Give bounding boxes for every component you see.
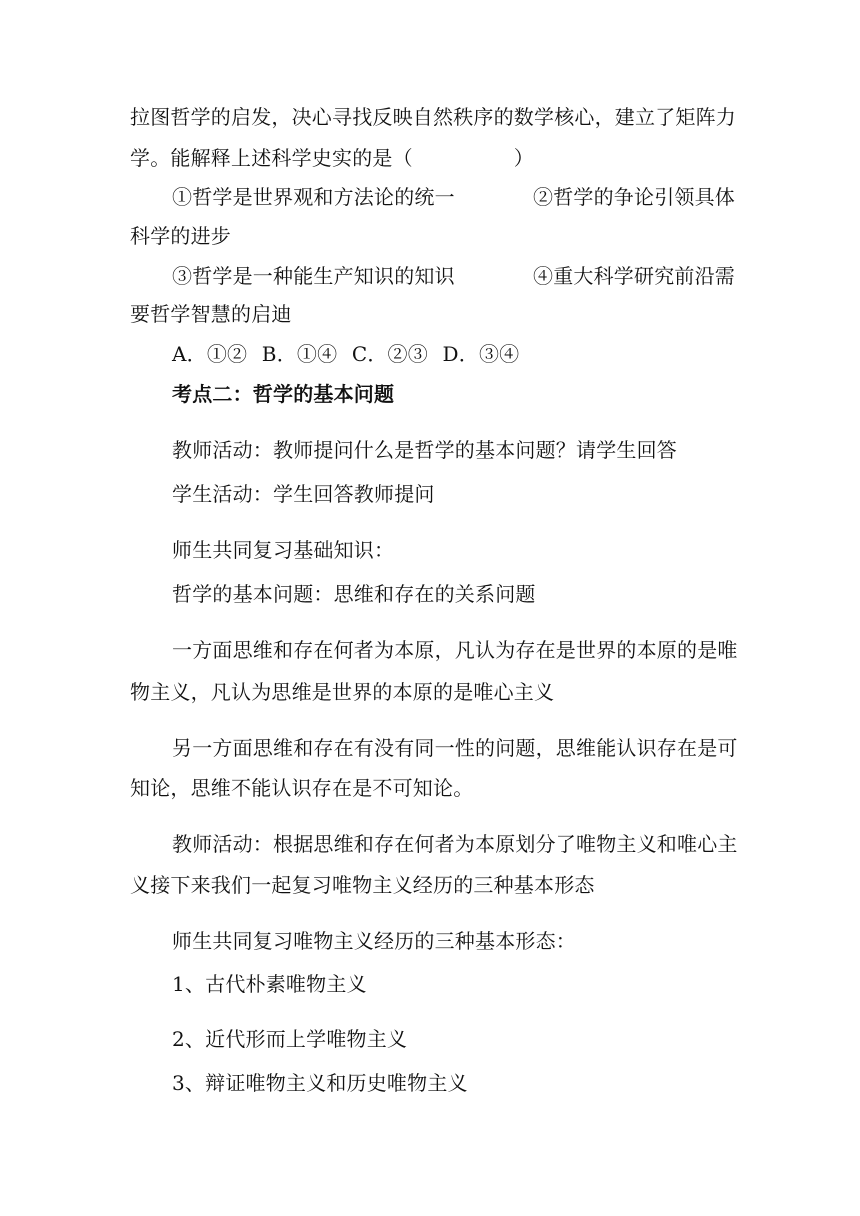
paragraph-line	[130, 775, 735, 801]
list-item	[172, 971, 735, 997]
answer-choices	[172, 341, 735, 367]
teacher-activity	[172, 437, 735, 463]
student-activity	[172, 481, 735, 507]
option-4-end: 要哲学智慧的启迪	[130, 302, 292, 326]
paragraph-text: 物主义，凡认为思维是世界的本原的是唯心主义	[130, 680, 555, 704]
option-2-end: 科学的进步	[130, 224, 231, 248]
paragraph-line	[172, 831, 738, 857]
option-pair-row	[172, 263, 735, 289]
review-intro	[172, 537, 735, 563]
basic-question-text: 哲学的基本问题：思维和存在的关系问题	[172, 582, 536, 606]
list-item-text: 2、近代形而上学唯物主义	[172, 1027, 408, 1051]
list-item	[172, 1070, 735, 1096]
list-item-text: 1、古代朴素唯物主义	[172, 972, 367, 996]
paragraph-line	[130, 145, 735, 171]
choice-row: A．①② B．①④ C．②③ D．③④	[172, 342, 520, 366]
question-stem-end: 学。能解释上述科学史实的是（ ）	[130, 146, 534, 170]
paragraph-line	[130, 104, 735, 130]
review-intro-text: 师生共同复习基础知识：	[172, 538, 395, 562]
teacher-activity-text: 教师活动：教师提问什么是哲学的基本问题？请学生回答	[172, 438, 677, 462]
section-title: 考点二：哲学的基本问题	[172, 382, 395, 406]
option-pair-row	[172, 184, 735, 210]
paragraph-line	[130, 872, 735, 898]
section-heading	[172, 381, 735, 407]
student-activity-text: 学生活动：学生回答教师提问	[172, 482, 435, 506]
paragraph-text: 一方面思维和存在何者为本原，凡认为存在是世界的本原的是唯	[172, 638, 738, 662]
paragraph-text: 义接下来我们一起复习唯物主义经历的三种基本形态	[130, 873, 595, 897]
option-2-start: ②哲学的争论引领具体	[533, 185, 735, 209]
option-3: ③哲学是一种能生产知识的知识	[172, 264, 455, 288]
paragraph-line	[172, 735, 738, 761]
paragraph-line	[130, 301, 735, 327]
list-item-text: 3、辩证唯物主义和历史唯物主义	[172, 1071, 468, 1095]
paragraph-line	[172, 637, 738, 663]
option-1: ①哲学是世界观和方法论的统一	[172, 185, 455, 209]
option-4-start: ④重大科学研究前沿需	[533, 264, 735, 288]
basic-question	[172, 581, 735, 607]
review-heading	[172, 928, 735, 954]
paragraph-text: 知论，思维不能认识存在是不可知论。	[130, 776, 474, 800]
paragraph-text: 另一方面思维和存在有没有同一性的问题，思维能认识存在是可	[172, 736, 738, 760]
review-heading-text: 师生共同复习唯物主义经历的三种基本形态：	[172, 929, 576, 953]
paragraph-line	[130, 223, 735, 249]
list-item	[172, 1026, 735, 1052]
paragraph-text: 教师活动：根据思维和存在何者为本原划分了唯物主义和唯心主	[172, 832, 738, 856]
paragraph-line	[130, 679, 735, 705]
text-line: 拉图哲学的启发，决心寻找反映自然秩序的数学核心，建立了矩阵力	[130, 105, 736, 129]
